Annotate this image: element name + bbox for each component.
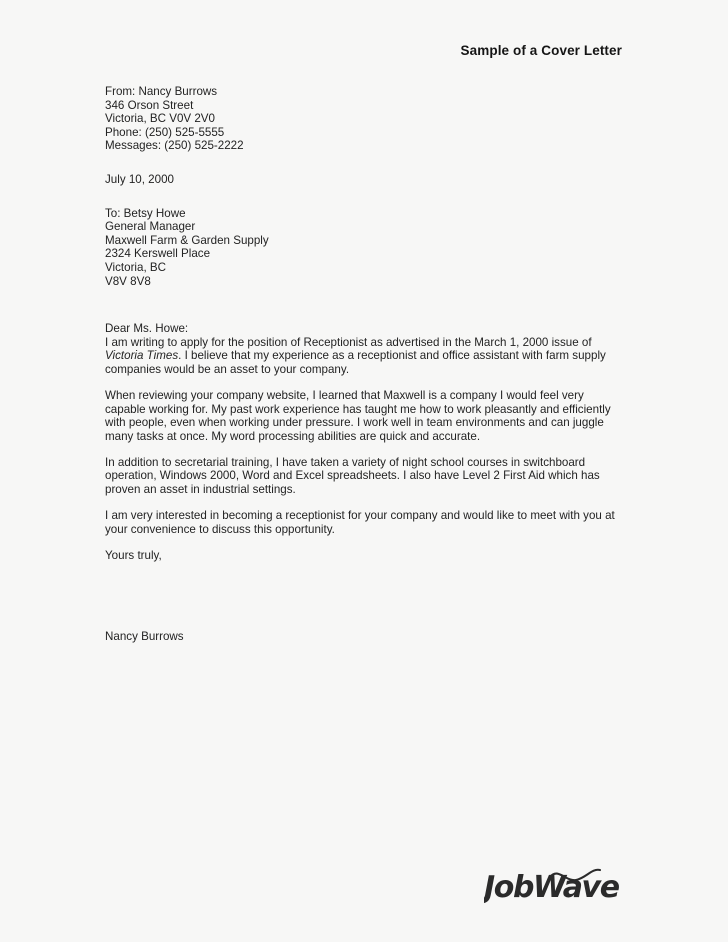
recipient-name: To: Betsy Howe xyxy=(105,206,186,220)
body-paragraph-3: In addition to secretarial training, I have taken a variety of night school courses in switchboard operation, Windows 2000, Word and Excel spreadsheets. I also have Level 2 First Aid which has proven an asset in industrial settings. xyxy=(105,455,600,497)
recipient-job-title: General Manager xyxy=(105,220,196,234)
recipient-address-block xyxy=(105,207,622,289)
body-paragraph-2: When reviewing your company website, I learned that Maxwell is a company I would feel very capable working for. My past work experience has taught me how to work pleasantly and efficiently with people, even when working under pressure. I work well in team environments and can juggle many tasks at once. My word processing abilities are quick and accurate. xyxy=(105,389,611,443)
publication-name-italic: Victoria Times xyxy=(105,349,179,363)
body-paragraph-1 xyxy=(105,336,622,377)
paragraph-1-part-before-italic: I am writing to apply for the position of Receptionist as advertised in the March 1, 2000 issue of xyxy=(105,335,592,349)
valediction-block xyxy=(105,549,622,563)
recipient-postal-code: V8V 8V8 xyxy=(105,274,151,288)
valediction: Yours truly, xyxy=(105,548,162,562)
letter-body xyxy=(105,85,622,644)
sender-phone: Phone: (250) 525-5555 xyxy=(105,125,225,139)
salutation: Dear Ms. Howe: xyxy=(105,322,189,336)
spacer-paragraph-2-3 xyxy=(105,443,622,456)
signature-name-block xyxy=(105,630,622,644)
spacer-before-date xyxy=(105,153,622,173)
salutation-block xyxy=(105,322,622,336)
page-title: Sample of a Cover Letter xyxy=(460,43,622,58)
jobwave-logo-text: JobWave xyxy=(484,870,619,904)
letter-date: July 10, 2000 xyxy=(105,172,174,186)
sender-street: 346 Orson Street xyxy=(105,98,194,112)
spacer-before-valediction xyxy=(105,536,622,549)
spacer-paragraph-3-4 xyxy=(105,497,622,510)
recipient-company: Maxwell Farm & Garden Supply xyxy=(105,233,269,247)
spacer-before-recipient xyxy=(105,187,622,207)
body-paragraph-4: I am very interested in becoming a receptionist for your company and would like to meet with you at your convenience to discuss this opportunity. xyxy=(105,509,615,536)
recipient-street: 2324 Kerswell Place xyxy=(105,247,211,261)
paragraph-1-part-after-italic: . I believe that my experience as a receptionist and office assistant with farm supply companies would be an asset to your company. xyxy=(105,349,606,376)
signature-name: Nancy Burrows xyxy=(105,630,184,644)
sender-name: From: Nancy Burrows xyxy=(105,85,218,98)
spacer-paragraph-1-2 xyxy=(105,377,622,390)
jobwave-logo xyxy=(484,866,626,904)
sender-city-line: Victoria, BC V0V 2V0 xyxy=(105,112,215,126)
letter-date-block xyxy=(105,173,622,187)
signature-space xyxy=(105,562,622,630)
sender-messages: Messages: (250) 525-2222 xyxy=(105,139,244,153)
spacer-before-salutation xyxy=(105,288,622,322)
sender-address-block xyxy=(105,85,622,153)
recipient-city-line: Victoria, BC xyxy=(105,260,166,274)
